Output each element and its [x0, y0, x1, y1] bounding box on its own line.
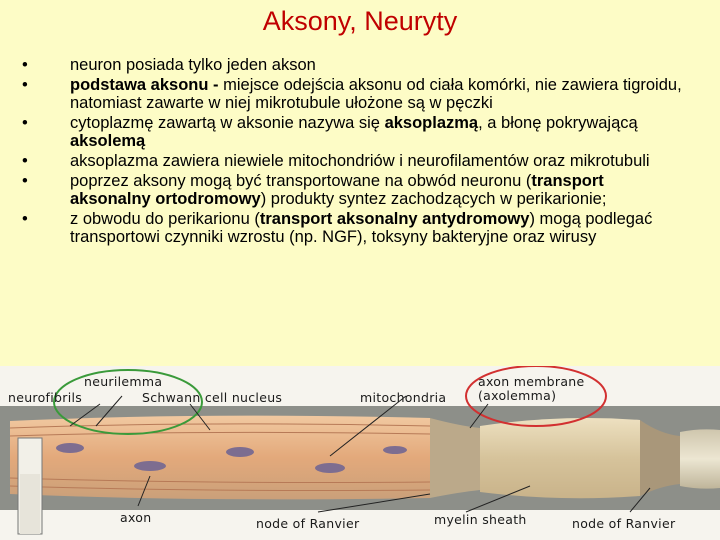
label-mitochondria: mitochondria	[360, 390, 447, 405]
mitochondrion	[226, 447, 254, 457]
label-myelin-sheath: myelin sheath	[434, 512, 527, 527]
bullet-item	[22, 76, 682, 112]
axon-figure	[0, 366, 720, 540]
label-axon: axon	[120, 510, 152, 525]
bullet-item	[22, 210, 682, 246]
label-neurofibrils: neurofibrils	[8, 390, 83, 405]
bullet-text: , a błonę pokrywającą	[478, 114, 638, 132]
bullet-text: aksoplazma zawiera niewiele mitochondriów i neurofilamentów oraz mikrotubuli	[70, 152, 650, 170]
bullet-item	[22, 152, 682, 170]
mitochondrion	[56, 443, 84, 453]
bullet-item	[22, 172, 682, 208]
bullet-text: cytoplazmę zawartą w aksonie nazywa się	[70, 114, 385, 132]
label-node-of-ranvier-right: node of Ranvier	[572, 516, 676, 531]
bullet-bold-text: transport aksonalny antydromowy	[259, 210, 530, 228]
myelin-segment-far	[680, 429, 720, 488]
bullet-text: miejsce odejścia aksonu od ciała komórki, nie zawiera tigroidu, natomiast zawarte w niej mikrotubule ułożone są w pęczki	[70, 76, 682, 112]
bullet-marker: •	[22, 172, 28, 190]
bullet-marker: •	[22, 76, 28, 94]
bullet-bold-text: aksoplazmą	[384, 114, 479, 132]
label-neurilemma: neurilemma	[84, 374, 163, 389]
slide-title: Aksony, Neuryty	[262, 6, 458, 36]
bullet-bold-text: aksolemą	[70, 132, 146, 150]
bullet-marker: •	[22, 56, 28, 74]
bullet-marker: •	[22, 152, 28, 170]
bullet-marker: •	[22, 114, 28, 132]
bullet-bold-text: transport aksonalny ortodromowy	[70, 172, 604, 208]
bullet-text: ) mogą podlegać transportowi czynniki wzrostu (np. NGF), toksyny bakteryjne oraz wirusy	[70, 210, 653, 246]
mitochondrion	[383, 446, 407, 454]
bullet-text: ) produkty syntez zachodzących w perikarionie;	[260, 190, 607, 208]
bullet-item	[22, 114, 682, 150]
bullet-item	[22, 56, 682, 74]
myelin-segment-right	[480, 418, 640, 498]
node-left	[430, 418, 480, 498]
bullet-marker: •	[22, 210, 28, 228]
myelin-segment	[10, 416, 430, 500]
label-schwann-cell-nucleus: Schwann cell nucleus	[142, 390, 283, 405]
bullet-list	[22, 56, 682, 248]
bullet-text: poprzez aksony mogą być transportowane na obwód neuronu (	[70, 172, 532, 190]
label-axon-membrane: axon membrane	[478, 374, 585, 389]
label-node-of-ranvier-left: node of Ranvier	[256, 516, 360, 531]
bullet-bold-text: podstawa aksonu -	[70, 76, 224, 94]
bullet-text: neuron posiada tylko jeden akson	[70, 56, 316, 74]
label-axolemma: (axolemma)	[478, 388, 557, 403]
mitochondrion	[134, 461, 166, 471]
mitochondrion	[315, 463, 345, 473]
bullet-text: z obwodu do perikarionu (	[70, 210, 260, 228]
